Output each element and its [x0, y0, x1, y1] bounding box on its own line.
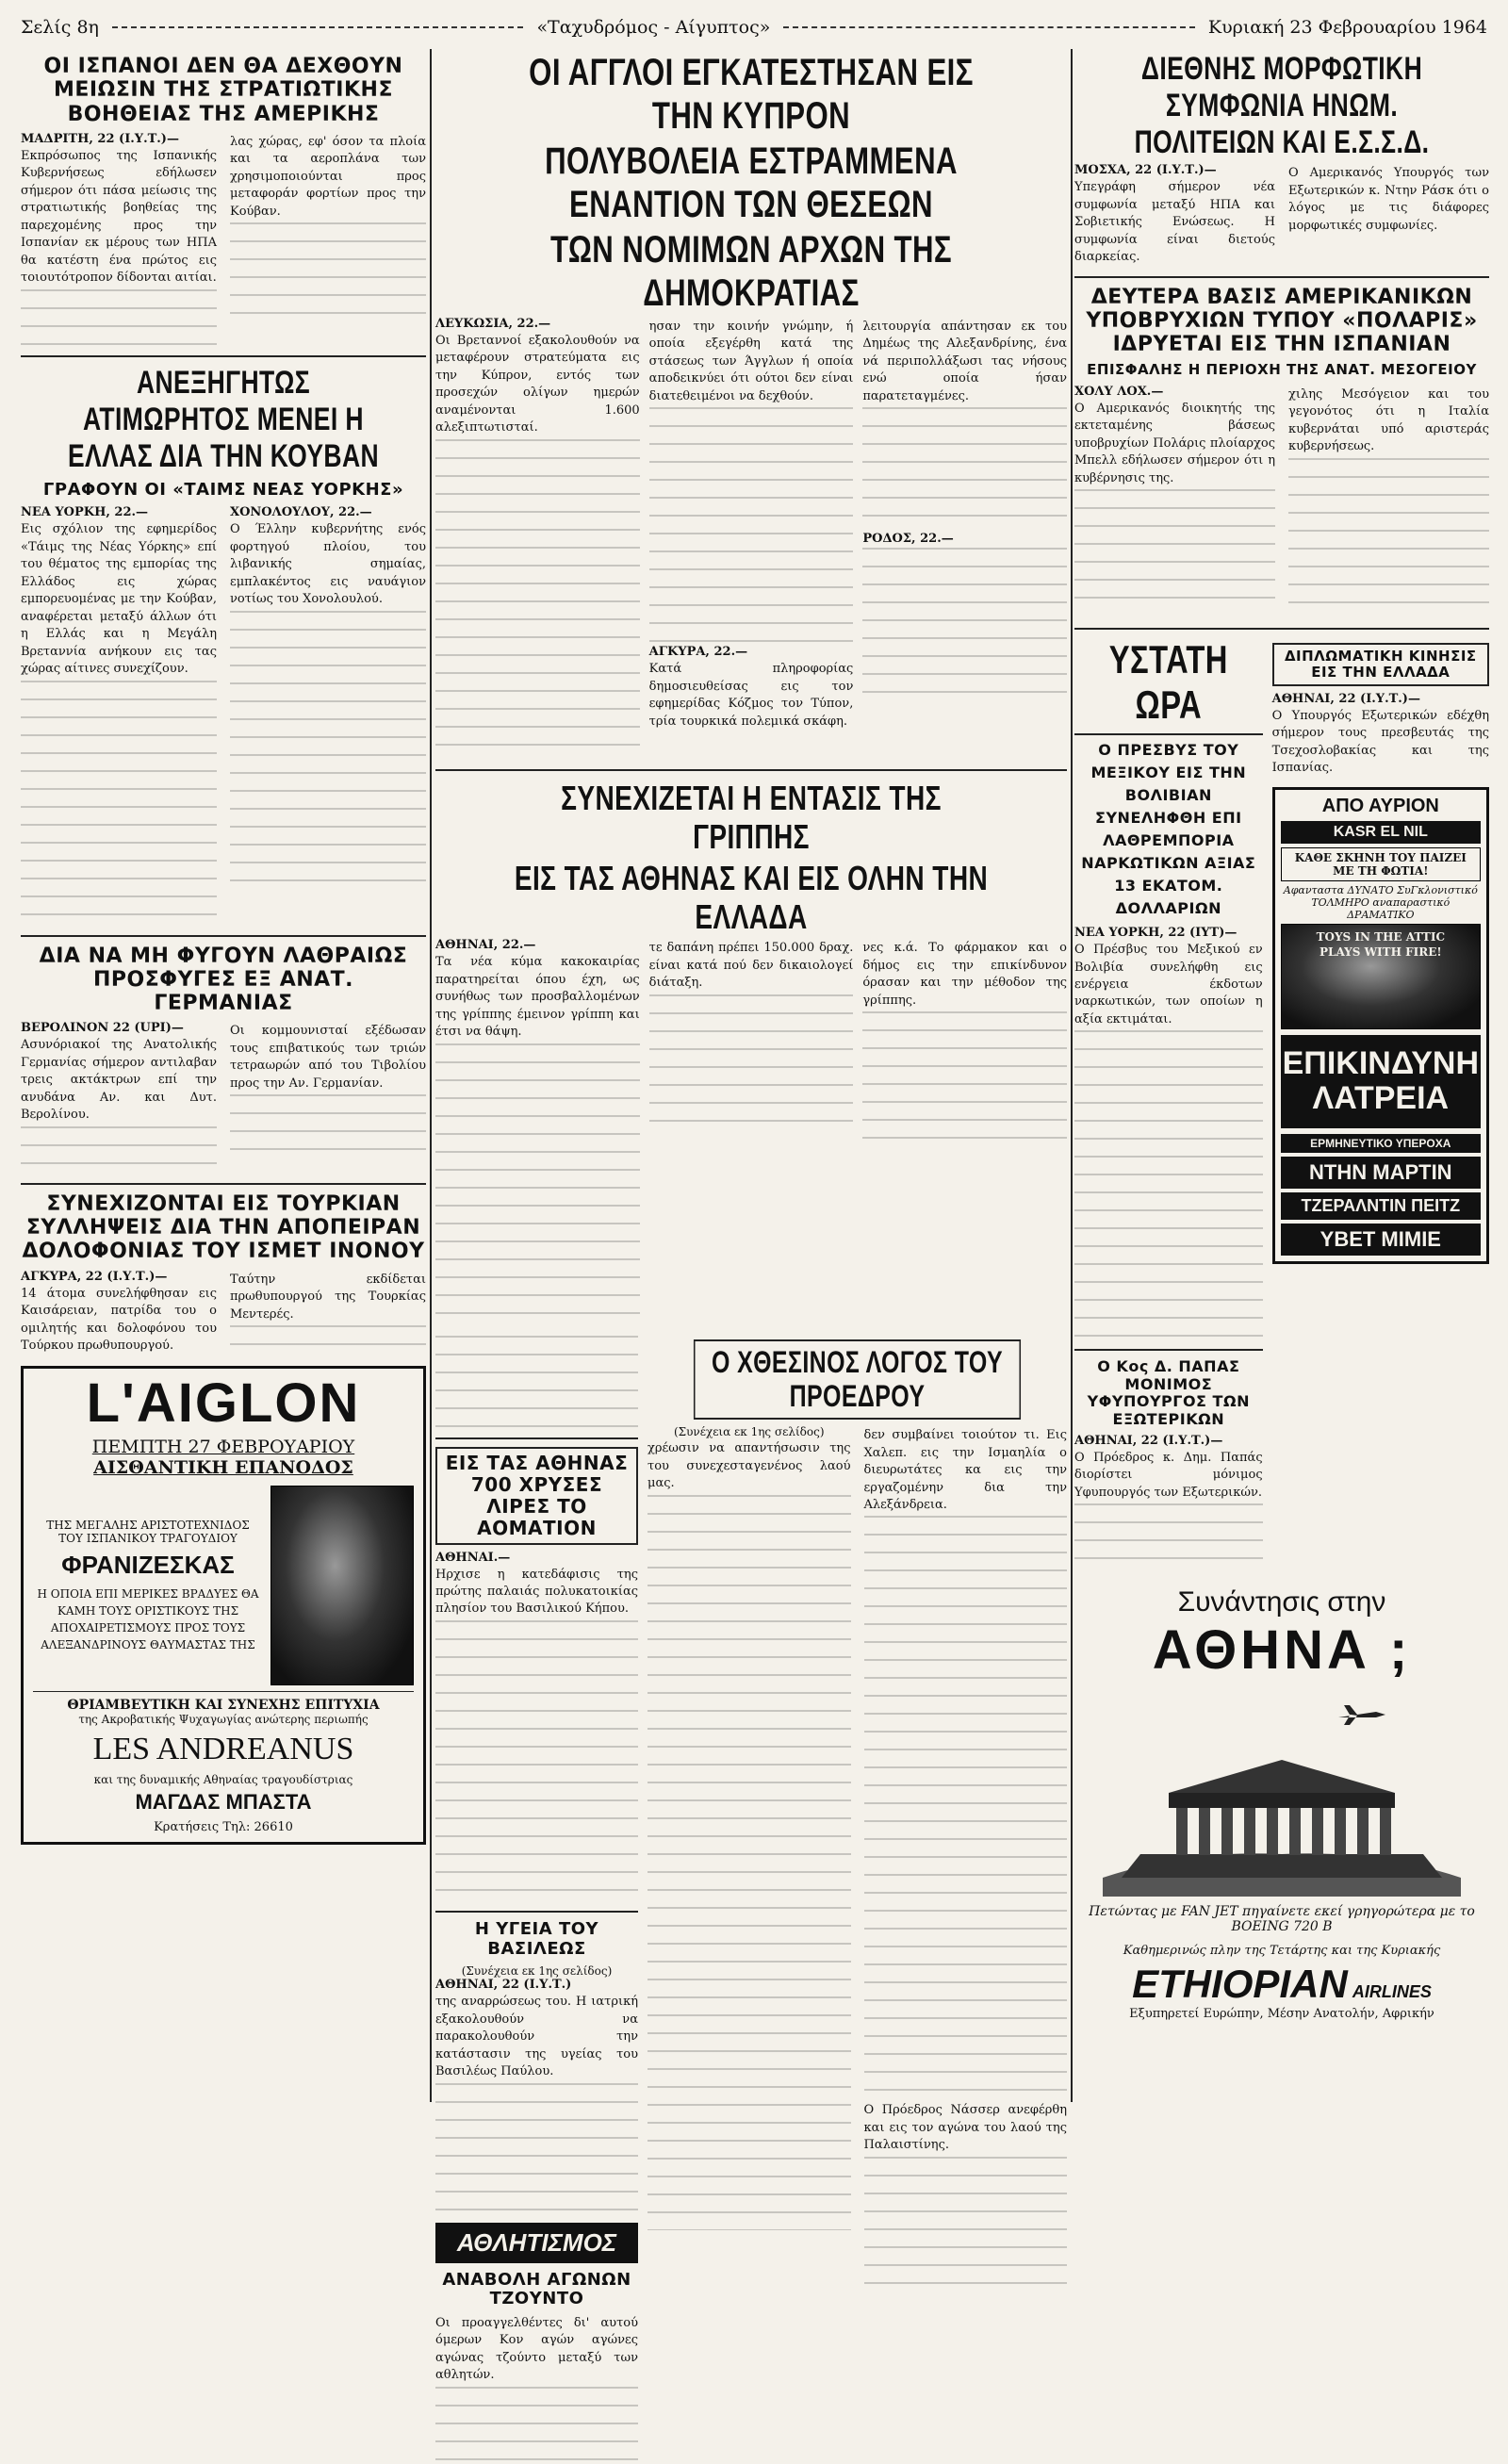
article-headline: ΟΙ ΙΣΠΑΝΟΙ ΔΕΝ ΘΑ ΔΕΧΘΟΥΝ ΜΕΙΩΣΙΝ ΤΗΣ ΣΤΡΑΤΙΩΤΙΚΗΣ ΒΟΗΘΕΙΑΣ ΤΗΣ ΑΜΕΡΙΚΗΣ: [43, 55, 403, 126]
right-lower-left: [1074, 637, 1263, 1563]
article-text: Οι κομμουνισταί εξέδωσαν τους επιβατικούς των τριών τετραωρών από του Τιβολίου προς την Αν. Γερμανίαν.: [230, 1024, 426, 1091]
article-text: Ο Αμερικανός διοικητής της εκτεταμένης βάσεως υποβρυχίων Πολάρις πλοίαρχος Μπελλ εδήλωσεν σήμερον ότι η κυβέρνησις της.: [1074, 401, 1275, 485]
article-column: [230, 505, 426, 927]
article-column: [1288, 163, 1489, 268]
column-divider: [1071, 49, 1073, 2102]
article-text: λειτουργία απάντησαν εκ του Δημέως της Αλεξανδρίνης, ένα νά περιπολλάξωσι τας νήσους ενώ οποία ήσαν παρατεταγμένες.: [862, 320, 1068, 403]
article-text: ησαν την κοινήν γνώμην, ή οποία εξεγέρθη κατά της στάσεως των Άγγλων ή οποία αποδεικνύει ότι ούτοι δεν είναι διατεθειμένοι να δεχθούν.: [648, 320, 854, 403]
article-papas: [1074, 1358, 1263, 1560]
article-column: [435, 938, 640, 1327]
article-column: [21, 132, 217, 348]
divider: [21, 935, 426, 937]
divider: [1074, 1349, 1263, 1351]
article-subhead: ΓΡΑΦΟΥΝ ΟΙ «ΤΑΙΜΣ ΝΕΑΣ ΥΟΡΚΗΣ»: [42, 479, 404, 500]
article-polaris: [1074, 286, 1489, 620]
ad-from-tomorrow: ΑΠΟ ΑΥΡΙΟΝ: [1321, 795, 1439, 816]
article-diplomatic: [1272, 643, 1489, 778]
ad-star-name: ΦΡΑΝΙΖΕΣΚΑΣ: [61, 1550, 235, 1579]
article-column: [21, 505, 217, 927]
article-headline: Η ΥΓΕΙΑ ΤΟΥ ΒΑΣΙΛΕΩΣ: [474, 1918, 599, 1959]
ad-venue-name: L'AIGLON: [86, 1372, 361, 1435]
dateline: ΑΓΚΥΡΑ, 22 (Ι.Υ.Τ.)—: [21, 1269, 168, 1284]
article-columns: [435, 317, 1067, 762]
divider: [21, 1183, 426, 1185]
article-text: Εις σχόλιον της εφημερίδος «Τάιμς της Νέας Υόρκης» επί του θέματος της εμπορίας της Ελλάδος εις χώρας εμπορευομένας με την Κούβαν, αναφέρεται μεταξύ άλλων ότι η Ελλάς και η Μεγάλη Βρεταννία ανήκουν εις τας χώρας αίτινες συνεχίζουν.: [21, 522, 217, 677]
article-text: Κατά πληροφορίας δημοσιευθείσας εις τον εφημερίδας Κόζμος τον Τύπον, τρία τουρκικά πολεμικά σκάφη.: [648, 662, 854, 729]
continuation-note: (Συνέχεια εκ 1ης σελίδος): [673, 1425, 825, 1439]
article-column: [230, 132, 426, 348]
article-headline: ΔΙΕΘΝΗΣ ΜΟΡΦΩΤΙΚΗ ΣΥΜΦΩΝΙΑ ΗΝΩΜ. ΠΟΛΙΤΕΙΩΝ ΚΑΙ Ε.Σ.Σ.Δ.: [1134, 51, 1430, 161]
column-right: [1074, 49, 1489, 2102]
dateline: ΑΘΗΝΑΙ, 22 (Ι.Υ.Τ.)—: [1074, 1433, 1223, 1448]
ad-also-featuring: και της δυναμικής Αθηναίας τραγουδίστριας: [93, 1773, 353, 1787]
article-text: λας χώρας, εφ' όσον τα πλοία και τα αεροπλάνα των χρησιμοποιούνται προς μεταφοράν φορτίων προς την Κούβαν.: [230, 134, 426, 219]
text-lines: [435, 1043, 640, 1326]
article-text: Τα νέα κύμα κακοκαιρίας παρατηρείται όπου έχη, ως συνήθως των προσβαλλομένων της γρίππης έμεινον γρίππη και έτσι να θάψη.: [435, 955, 640, 1040]
dateline: ΧΟΛΥ ΛΟΧ.—: [1074, 384, 1164, 399]
ad-english-subtitle: PLAYS WITH FIRE!: [1319, 945, 1442, 959]
article-headline: Ο ΧΘΕΣΙΝΟΣ ΛΟΓΟΣ ΤΟΥ ΠΡΟΕΔΡΟΥ: [694, 1339, 1021, 1421]
article-text: 14 άτομα συνελήφθησαν εις Καισάρειαν, πατρίδα του ο ομιλητής και δολοφόνου του Τούρκου πρωθυπουργού.: [21, 1286, 217, 1353]
dateline: ΝΕΑ ΥΟΡΚΗ, 22.—: [21, 505, 149, 520]
text-lines: [435, 439, 640, 760]
ad-jet: Πετώντας με FAN JET πηγαίνετε εκεί γρηγορώτερα με το BOEING 720 B: [1089, 1904, 1475, 1935]
ad-brand-name: ETHIOPIAN: [1132, 1962, 1348, 2007]
article-text: Ο Πρόεδρος κ. Δημ. Παπάς διορίστει μόνιμος Υφυπουργός των Εξωτερικών.: [1074, 1450, 1263, 1500]
divider: [435, 1437, 638, 1439]
masthead: [21, 13, 1487, 41]
masthead-rule-right: [783, 26, 1195, 28]
article-text: Οι προαγγελθέντες δι' αυτού όμερων Κον αγών αγώνες αγώνας τζούντο μεταξύ των αθλητών.: [435, 2315, 638, 2383]
singer-photo: [270, 1486, 414, 1685]
article-columns: [1074, 385, 1489, 620]
text-lines: [435, 2083, 638, 2215]
article-text: Οι Βρεταννοί εξακολουθούν να μεταφέρουν στρατεύματα εις την Κύπρον, εντός των προσεχών ολίγων ημερών αναμένονται 1.600 αλεξιπτωτισταί.: [435, 334, 640, 435]
article-column: [1074, 163, 1275, 268]
text-lines: [435, 2387, 638, 2462]
ad-brand-suffix: AIRLINES: [1352, 1982, 1432, 2002]
article-columns: [647, 1425, 1067, 2291]
film-subtitle: ΕΡΜΗΝΕΥΤΙΚΟ ΥΠΕΡΟΧΑ: [1281, 1134, 1481, 1153]
lower-center-right: [647, 1334, 1067, 2464]
ad-tagline: ΚΑΘΕ ΣΚΗΝΗ ΤΟΥ ΠΑΙΖΕΙ ΜΕ ΤΗ ΦΩΤΙΑ!: [1281, 847, 1481, 881]
article-headline: Ο ΠΡΕΣΒΥΣ ΤΟΥ ΜΕΞΙΚΟΥ ΕΙΣ ΤΗΝ ΒΟΛΙΒΙΑΝ ΣΥΝΕΛΗΦΘΗ ΕΠΙ ΛΑΘΡΕΜΠΟΡΙΑ ΝΑΡΚΩΤΙΚΩΝ ΑΞΙΑΣ 13 ΕΚΑΤΟΜ. ΔΟΛΛΑΡΙΩΝ: [1074, 733, 1263, 920]
article-headline: ΑΝΑΒΟΛΗ ΑΓΩΝΩΝ ΤΖΟΥΝΤΟ: [442, 2269, 631, 2309]
text-lines: [647, 1495, 851, 2230]
article-headline: ΕΙΣ ΤΑΣ ΑΘΗΝΑΣ ΚΑΙ ΕΙΣ ΟΛΗΝ ΤΗΝ ΕΛΛΑΔΑ: [514, 858, 989, 936]
article-column: [230, 1270, 426, 1357]
text-lines: [1074, 1503, 1263, 1560]
article-president-speech: [647, 1339, 1067, 2291]
page-number: Σελίς 8η: [21, 17, 99, 38]
article-columns: [21, 1021, 426, 1175]
dateline: ΝΕΑ ΥΟΡΚΗ, 22 (ΙΥΤ)—: [1074, 926, 1238, 941]
article-headline: ΕΙΣ ΤΑΣ ΑΘΗΝΑΣ 700 ΧΡΥΣΕΣ ΛΙΡΕΣ ΤΟ ΑΟΜΑΤΙΟΝ: [435, 1447, 638, 1545]
article-text: Ταύτην εκδίδεται πρωθυπουργού της Τουρκίας Μεντερές.: [230, 1272, 426, 1322]
article-spain-aid: [21, 55, 426, 348]
column-divider: [430, 49, 432, 2102]
text-lines: [862, 548, 1067, 698]
text-lines: [862, 407, 1067, 530]
article-column: [21, 1021, 217, 1175]
article-text: της αναρρώσεως του. Η ιατρική εξακολουθούν να παρακολουθούν την κατάστασιν της υγείας του Βασιλέως Παύλου.: [435, 1995, 638, 2079]
dateline: ΒΕΡΟΛΙΝΟΝ 22 (UPI)—: [21, 1021, 184, 1036]
divider: [1074, 276, 1489, 278]
article-headline: ΑΝΕΞΗΓΗΤΩΣ ΑΤΙΜΩΡΗΤΟΣ ΜΕΝΕΙ Η ΕΛΛΑΣ ΔΙΑ ΤΗΝ ΚΟΥΒΑΝ: [67, 364, 380, 474]
text-lines: [1288, 458, 1489, 618]
ad-english-title: TOYS IN THE ATTIC: [1316, 929, 1446, 944]
article-cyprus: [435, 51, 1067, 762]
article-column: [21, 1270, 217, 1357]
text-lines: [21, 289, 217, 346]
article-column: [649, 938, 854, 1327]
article-text: δεν συμβαίνει τοιούτον τι. Εις Χαλεπ. εις την Ισμαηλία ο διευρωτάτες κα εις την εργαζομένην δια την Αλεξάνδρεια.: [863, 1428, 1067, 1512]
ad-serves: Εξυπηρετεί Ευρώπην, Μέσην Ανατολήν, Αφρικήν: [1129, 2007, 1434, 2022]
article-column: [1074, 385, 1275, 620]
latest-news-title: ΥΣΤΑΤΗ ΩΡΑ: [1108, 636, 1228, 727]
column-center: [435, 49, 1068, 2383]
dateline: ΑΘΗΝΑΙ, 22.—: [435, 938, 536, 953]
dateline: ΛΕΥΚΩΣΙΑ, 22.—: [435, 317, 551, 331]
article-text: Ηρχισε η κατεδάφισις της πρώτης παλαιάς πολυκατοικίας πλησίον του Βασιλικού Κήπου.: [435, 1567, 638, 1617]
ad-body: [33, 1486, 414, 1685]
dateline: ΑΘΗΝΑΙ, 22 (Ι.Υ.Τ.): [435, 1978, 572, 1993]
ad-brand: [1084, 1962, 1480, 2007]
actor-name: ΥΒΕΤ ΜΙΜΙΕ: [1281, 1224, 1481, 1256]
text-lines: [649, 407, 854, 643]
article-king-health: [435, 1920, 638, 2215]
ad-event: ΑΙΣΘΑΝΤΙΚΗ ΕΠΑΝΟΔΟΣ: [93, 1457, 353, 1479]
ad-phone: Κρατήσεις Τηλ: 26610: [154, 1820, 293, 1835]
text-lines: [864, 2157, 1068, 2289]
divider: [1074, 628, 1489, 630]
ad-acro: της Ακροβατικής Ψυχαγωγίας ανώτερης περιωπής: [78, 1713, 369, 1727]
dateline: ΑΘΗΝΑΙ.—: [435, 1550, 511, 1565]
issue-date: Κυριακή 23 Φεβρουαρίου 1964: [1207, 17, 1488, 38]
sports-banner: ΑΘΛΗΤΙΣΜΟΣ: [435, 2223, 638, 2263]
article-cultural-agreement: [1074, 51, 1489, 269]
article-gold: [435, 1447, 638, 1903]
dateline: ΜΟΣΧΑ, 22 (Ι.Υ.Τ.)—: [1074, 163, 1217, 178]
article-headline: Ο Κος Δ. ΠΑΠΑΣ ΜΟΝΙΜΟΣ ΥΦΥΠΟΥΡΓΟΣ ΤΩΝ ΕΞΩΤΕΡΙΚΩΝ: [1087, 1357, 1250, 1428]
right-lower-right: [1272, 637, 1489, 1563]
article-flu: [435, 779, 1067, 1328]
article-headline: ΤΩΝ ΝΟΜΙΜΩΝ ΑΡΧΩΝ ΤΗΣ ΔΗΜΟΚΡΑΤΙΑΣ: [549, 229, 953, 314]
dateline: ΡΟΔΟΣ, 22.—: [862, 532, 954, 547]
article-column: [649, 317, 854, 762]
article-text: Ασυνόριακοί της Ανατολικής Γερμανίας σήμερον αντιλαβαν τρεις ακτάκτρων επί την ανυδάνα Αν. και Δυτ. Βερολίνου.: [21, 1038, 217, 1123]
text-lines: [21, 681, 217, 926]
ad-singer-name: ΜΑΓΔΑΣ ΜΠΑΣΤΑ: [135, 1790, 312, 1815]
text-lines: [435, 1620, 638, 1903]
article-column: [1288, 385, 1489, 620]
masthead-rule-left: [112, 26, 524, 28]
text-lines: [435, 1336, 638, 1430]
article-column: [435, 317, 640, 762]
article-text: Ο Υπουργός Εξωτερικών εδέχθη σήμερον τους πρεσβευτάς της Τσεχοσλοβακίας και της Ισπανίας.: [1271, 709, 1489, 776]
article-turkey-arrests: [21, 1192, 426, 1357]
article-headline: ΟΙ ΑΓΓΛΟΙ ΕΓΚΑΤΕΣΤΗΣΑΝ ΕΙΣ ΤΗΝ ΚΥΠΡΟΝ: [529, 52, 974, 137]
ad-venue: KASR EL NIL: [1281, 821, 1481, 844]
actor-name: ΝΤΗΝ ΜΑΡΤΙΝ: [1281, 1157, 1481, 1189]
parthenon-icon: [1103, 1689, 1461, 1897]
dateline: ΑΘΗΝΑΙ, 22 (Ι.Υ.Τ.)—: [1271, 692, 1420, 706]
text-lines: [230, 222, 426, 317]
article-headline: ΔΙΠΛΩΜΑΤΙΚΗ ΚΙΝΗΣΙΣ ΕΙΣ ΤΗΝ ΕΛΛΑΔΑ: [1272, 643, 1489, 687]
article-headline: ΠΟΛΥΒΟΛΕΙΑ ΕΣΤΡΑΜΜΕΝΑ ΕΝΑΝΤΙΟΝ ΤΩΝ ΘΕΣΕΩΝ: [545, 140, 958, 225]
article-headline: ΔΕΥΤΕΡΑ ΒΑΣΙΣ ΑΜΕΡΙΚΑΝΙΚΩΝ ΥΠΟΒΡΥΧΙΩΝ ΤΥΠΟΥ «ΠΟΛΑΡΙΣ» ΙΔΡΥΕΤΑΙ ΕΙΣ ΤΗΝ ΙΣΠΑΝΙΑΝ: [1086, 285, 1478, 357]
ad-triumph: ΘΡΙΑΜΒΕΥΤΙΚΗ ΚΑΙ ΣΥΝΕΧΗΣ ΕΠΙΤΥΧΙΑ: [67, 1698, 380, 1714]
dateline: ΜΑΔΡΙΤΗ, 22 (Ι.Υ.Τ.)—: [21, 131, 179, 146]
ad-text-block: [33, 1519, 263, 1653]
article-text: Ο Πρέσβυς του Μεξικού εν Βολιβία συνελήφθη εις ενέργεια έκδοτων ναρκωτικών, των οποίων η αξία εκτιμάται.: [1074, 943, 1263, 1027]
advertisement-cinema: [1272, 787, 1489, 1264]
ad-meet: Συνάντησις στην: [1177, 1586, 1386, 1618]
ad-schedule: Καθημερινώς πλην της Τετάρτης και της Κυριακής: [1123, 1944, 1441, 1959]
ad-date: ΠΕΜΠΤΗ 27 ΦΕΒΡΟΥΑΡΙΟΥ: [91, 1437, 355, 1458]
divider: [435, 1911, 638, 1913]
dateline: ΧΟΝΟΛΟΥΛΟΥ, 22.—: [230, 505, 372, 520]
article-text: Ο Αμερικανός Υπουργός των Εξωτερικών κ. Ντην Ράσκ ότι ο λόγος με τις διάφορες μορφωτικές συμφωνίες.: [1288, 166, 1489, 233]
divider: [33, 1691, 414, 1692]
article-columns: [21, 505, 426, 927]
ad-city: ΑΘΗΝΑ ;: [1152, 1619, 1412, 1682]
article-columns: [435, 938, 1067, 1327]
advertisement-laiglon: [21, 1366, 426, 1845]
advertisement-ethiopian-airlines: [1074, 1577, 1489, 2030]
text-lines: [230, 611, 426, 894]
article-columns: [21, 1270, 426, 1357]
acropolis-illustration: [1103, 1689, 1461, 1897]
film-title: ΕΠΙΚΙΝΔΥΝΗ ΛΑΤΡΕΙΑ: [1281, 1035, 1481, 1128]
article-column: [230, 1021, 426, 1175]
article-headline: ΣΥΝΕΧΙΖΕΤΑΙ Η ΕΝΤΑΣΙΣ ΤΗΣ ΓΡΙΠΠΗΣ: [561, 778, 942, 857]
article-latest-news: [1074, 637, 1263, 1342]
article-sports: [435, 2271, 638, 2462]
article-greece-cuba: [21, 365, 426, 928]
article-text: χρέωσιν να απαντήσωσιν της του συνεχεσταγενένος λαού μας.: [647, 1441, 851, 1491]
article-text: νες κ.ά. Το φάρμακον και ο δήμος εις την επικίνδυνον όρασαν και την μέθοδον της γρίππης.: [862, 941, 1068, 1008]
text-lines: [1074, 1030, 1263, 1341]
lower-center-left: [435, 1334, 638, 2464]
article-text: χιλης Μεσόγειον και του γεγονότος ότι η Ιταλία κυβερνάται υπό αριστεράς κυβερνήσεως.: [1288, 386, 1489, 454]
article-text: τε δαπάνη πρέπει 150.000 δραχ. είναι κατά πού δεν δικαιολογεί διάταξη.: [648, 941, 854, 991]
text-lines: [21, 1126, 217, 1174]
article-text: Υπεγράφη σήμερον νέα συμφωνία μεταξύ ΗΠΑ και Σοβιετικής Ενώσεως. Η συμφωνία είναι διετούς διαρκείας.: [1074, 180, 1275, 265]
text-lines: [230, 1094, 426, 1151]
continuation-note: (Συνέχεια εκ 1ης σελίδος): [461, 1964, 613, 1979]
divider: [21, 355, 426, 357]
newspaper-name: «Ταχυδρόμος - Αίγυπτος»: [536, 17, 771, 38]
text-lines: [862, 1011, 1067, 1153]
article-headline: ΣΥΝΕΧΙΖΟΝΤΑΙ ΕΙΣ ΤΟΥΡΚΙΑΝ ΣΥΛΛΗΨΕΙΣ ΔΙΑ ΤΗΝ ΑΠΟΠΕΙΡΑΝ ΔΟΛΟΦΟΝΙΑΣ ΤΟΥ ΙΣΜΕΤ ΙΝΟΝΟΥ: [22, 1191, 425, 1264]
column-left: [21, 49, 426, 2102]
text-lines: [230, 1325, 426, 1354]
actor-name: ΤΖΕΡΑΛΝΤΙΝ ΠΕΙΤΖ: [1281, 1192, 1481, 1220]
lower-center: [435, 1334, 1067, 2464]
film-still: [1281, 924, 1481, 1029]
divider: [435, 769, 1067, 771]
dateline: ΑΓΚΥΡΑ, 22.—: [648, 645, 748, 660]
article-refugees: [21, 945, 426, 1175]
ad-group-name: LES ANDREANUS: [92, 1732, 354, 1767]
ad-description: Η ΟΠΟΙΑ ΕΠΙ ΜΕΡΙΚΕΣ ΒΡΑΔΥΕΣ ΘΑ ΚΑΜΗ ΤΟΥΣ ΟΡΙΣΤΙΚΟΥΣ ΤΗΣ ΑΠΟΧΑΙΡΕΤΙΣΜΟΥΣ ΠΡΟΣ ΤΟΥΣ ΑΛΕΞΑΝΔΡΙΝΟΥΣ ΘΑΥΜΑΣΤΑΣ ΤΗΣ: [37, 1586, 259, 1651]
article-column: [862, 938, 1067, 1327]
ad-tagline: Αφανταστα ΔΥΝΑΤΟ ΣυΓκλονιστικό ΤΟΛΜΗΡΟ αναπαραστικό ΔΡΑΜΑΤΙΚΟ: [1283, 883, 1478, 921]
article-column: [862, 317, 1067, 762]
text-lines: [864, 1516, 1068, 2100]
text-lines: [649, 994, 854, 1136]
article-column: [647, 1425, 851, 2291]
text-lines: [1074, 489, 1275, 602]
article-subhead: ΕΠΙΣΦΑΛΗΣ Η ΠΕΡΙΟΧΗ ΤΗΣ ΑΝΑΤ. ΜΕΣΟΓΕΙΟΥ: [1087, 361, 1477, 379]
ad-intro: ΤΗΣ ΜΕΓΑΛΗΣ ΑΡΙΣΤΟΤΕΧΝΙΔΟΣ ΤΟΥ ΙΣΠΑΝΙΚΟΥ ΤΡΑΓΟΥΔΙΟΥ: [46, 1518, 250, 1545]
right-lower: [1074, 637, 1489, 1563]
article-text: Ο Πρόεδρος Νάσσερ ανεφέρθη και εις τον αγώνα του λαού της Παλαιστίνης.: [863, 2103, 1067, 2153]
article-columns: [21, 132, 426, 348]
article-text: Εκπρόσωπος της Ισπανικής Κυβερνήσεως εδήλωσεν σήμερον ότι πάσα μείωσις της στρατιωτικής βοηθείας της παρεχομένης προς την Ισπανίαν εκ μέρους των ΗΠΑ θα κατέστη ένα πρώτος εις τοιουτότροπον δίδονται αιτίαι.: [21, 148, 217, 286]
article-text: Ο Έλλην κυβερνήτης ενός φορτηγού πλοίου, του λιβανικής σημαίας, εμπλακέντος εις ναυάγιον νοτίως του Χονολουλού.: [230, 522, 426, 607]
article-headline: ΔΙΑ ΝΑ ΜΗ ΦΥΓΟΥΝ ΛΑΘΡΑΙΩΣ ΠΡΟΣΦΥΓΕΣ ΕΞ ΑΝΑΤ. ΓΕΡΜΑΝΙΑΣ: [39, 944, 408, 1016]
article-columns: [1074, 163, 1489, 268]
article-column: [864, 1425, 1068, 2291]
